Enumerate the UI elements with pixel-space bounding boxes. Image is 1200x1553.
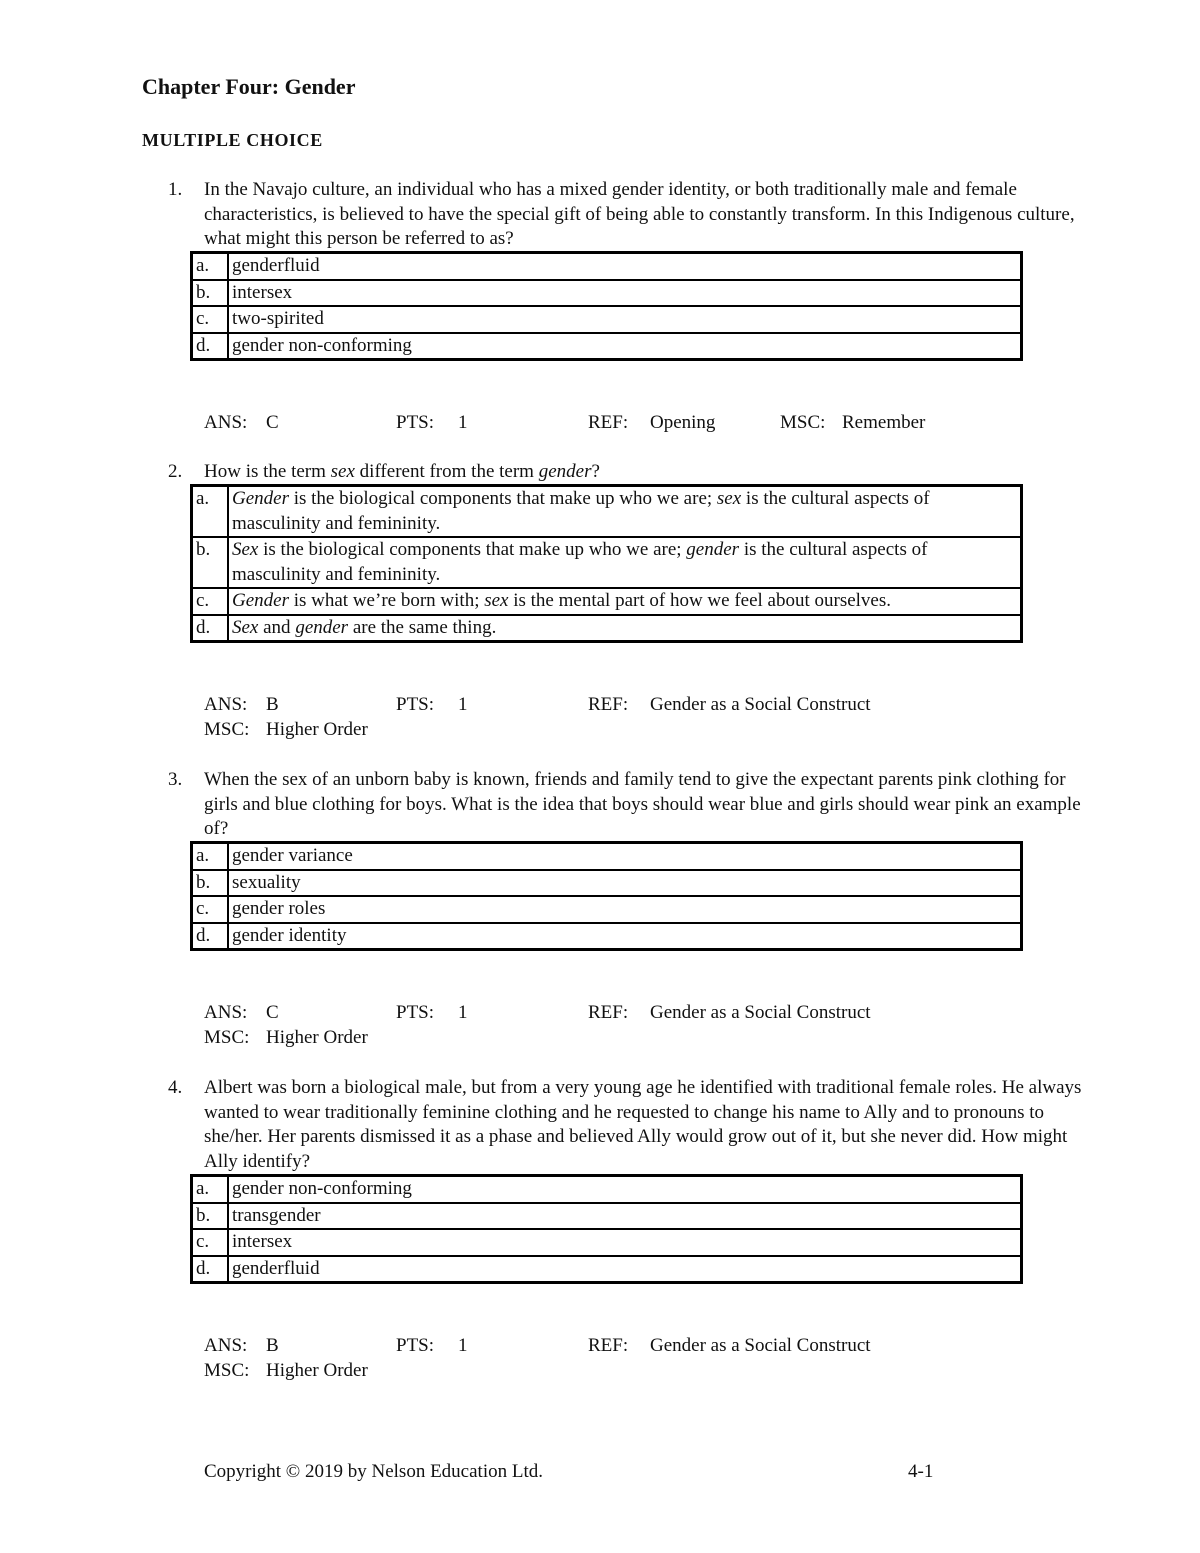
answer-options-table — [190, 484, 1023, 643]
option-text: genderfluid — [228, 253, 1022, 280]
option-row — [192, 588, 1022, 615]
ref-value: Gender as a Social Construct — [650, 694, 871, 715]
option-row — [192, 253, 1022, 280]
ref-label: REF: — [588, 412, 629, 433]
option-text: Sex and gender are the same thing. — [228, 615, 1022, 642]
ref-value: Gender as a Social Construct — [650, 1335, 871, 1356]
answer-metadata-1 — [0, 411, 1200, 463]
msc-label: MSC: — [204, 1360, 250, 1381]
option-text: gender roles — [228, 896, 1022, 923]
option-letter: d. — [192, 333, 229, 360]
section-heading: MULTIPLE CHOICE — [142, 130, 323, 150]
answer-options-table — [190, 1174, 1023, 1284]
option-text: Sex is the biological components that make up who we are; gender is the cultural aspects of masculinity and femininity. — [228, 537, 1022, 588]
option-row — [192, 280, 1022, 307]
question-number: 3. — [168, 769, 183, 790]
option-row — [192, 843, 1022, 870]
msc-label: MSC: — [204, 1027, 250, 1048]
pts-value: 1 — [458, 412, 468, 433]
option-row — [192, 1256, 1022, 1283]
question-number: 1. — [168, 179, 183, 200]
option-text: Gender is what we’re born with; sex is the mental part of how we feel about ourselves. — [228, 588, 1022, 615]
option-letter: c. — [192, 1229, 229, 1256]
pts-value: 1 — [458, 1002, 468, 1023]
question-stem: When the sex of an unborn baby is known, friends and family tend to give the expectant parents pink clothing for girls and blue clothing for boys. What is the idea that boys should wear blue and girls should wear pink an example of? — [204, 769, 1081, 839]
question-stem: Albert was born a biological male, but from a very young age he identified with traditional female roles. He always wanted to wear traditionally feminine clothing and he requested to change his name to Ally and to pronouns to she/her. Her parents dismissed it as a phase and believed Ally would grow out of it, but she never did. How might Ally identify? — [204, 1077, 1082, 1172]
pts-label: PTS: — [396, 412, 435, 433]
answer-options-table — [190, 841, 1023, 951]
option-row — [192, 486, 1022, 538]
option-row — [192, 537, 1022, 588]
question-number: 4. — [168, 1077, 183, 1098]
pts-label: PTS: — [396, 694, 435, 715]
ans-label: ANS: — [204, 1002, 248, 1023]
option-text: gender identity — [228, 923, 1022, 950]
option-row — [192, 333, 1022, 360]
ref-label: REF: — [588, 1002, 629, 1023]
option-text: intersex — [228, 1229, 1022, 1256]
option-letter: a. — [192, 253, 229, 280]
msc-label: MSC: — [780, 412, 826, 433]
option-letter: c. — [192, 588, 229, 615]
option-text: intersex — [228, 280, 1022, 307]
pts-value: 1 — [458, 1335, 468, 1356]
option-row — [192, 1229, 1022, 1256]
ref-label: REF: — [588, 1335, 629, 1356]
option-letter: b. — [192, 1203, 229, 1230]
option-letter: d. — [192, 615, 229, 642]
pts-label: PTS: — [396, 1002, 435, 1023]
msc-label: MSC: — [204, 719, 250, 740]
ans-label: ANS: — [204, 412, 248, 433]
ans-value: B — [266, 1335, 279, 1356]
option-letter: c. — [192, 306, 229, 333]
footer-page-number: 4-1 — [908, 1461, 934, 1482]
option-letter: a. — [192, 843, 229, 870]
option-row — [192, 870, 1022, 897]
option-row — [192, 1176, 1022, 1203]
option-row — [192, 1203, 1022, 1230]
ref-value: Opening — [650, 412, 716, 433]
page-title: Chapter Four: Gender — [142, 74, 356, 99]
pts-value: 1 — [458, 694, 468, 715]
option-row — [192, 923, 1022, 950]
option-letter: b. — [192, 280, 229, 307]
option-row — [192, 896, 1022, 923]
option-text: two-spirited — [228, 306, 1022, 333]
msc-value: Remember — [842, 412, 926, 433]
option-row — [192, 615, 1022, 642]
ref-label: REF: — [588, 694, 629, 715]
footer-copyright: Copyright © 2019 by Nelson Education Ltd. — [204, 1461, 543, 1482]
ans-label: ANS: — [204, 1335, 248, 1356]
option-letter: a. — [192, 1176, 229, 1203]
msc-value: Higher Order — [266, 1360, 368, 1381]
option-letter: c. — [192, 896, 229, 923]
question-stem: How is the term sex different from the term gender? — [204, 461, 600, 482]
msc-value: Higher Order — [266, 1027, 368, 1048]
answer-metadata-4 — [0, 1334, 1200, 1386]
option-text: genderfluid — [228, 1256, 1022, 1283]
answer-metadata-3 — [0, 1001, 1200, 1053]
answer-metadata-2 — [0, 693, 1200, 745]
option-text: sexuality — [228, 870, 1022, 897]
ans-value: C — [266, 412, 279, 433]
option-letter: b. — [192, 537, 229, 588]
ans-value: B — [266, 694, 279, 715]
ans-value: C — [266, 1002, 279, 1023]
option-text: gender non-conforming — [228, 333, 1022, 360]
option-letter: a. — [192, 486, 229, 538]
option-letter: b. — [192, 870, 229, 897]
question-stem: In the Navajo culture, an individual who has a mixed gender identity, or both traditionally male and female characteristics, is believed to have the special gift of being able to constantly transform. In this Indigenous culture, what might this person be referred to as? — [204, 179, 1075, 249]
option-text: transgender — [228, 1203, 1022, 1230]
option-letter: d. — [192, 1256, 229, 1283]
option-text: gender non-conforming — [228, 1176, 1022, 1203]
ref-value: Gender as a Social Construct — [650, 1002, 871, 1023]
option-letter: d. — [192, 923, 229, 950]
msc-value: Higher Order — [266, 719, 368, 740]
pts-label: PTS: — [396, 1335, 435, 1356]
answer-options-table — [190, 251, 1023, 361]
ans-label: ANS: — [204, 694, 248, 715]
question-number: 2. — [168, 461, 183, 482]
option-text: Gender is the biological components that make up who we are; sex is the cultural aspects of masculinity and femininity. — [228, 486, 1022, 538]
option-text: gender variance — [228, 843, 1022, 870]
option-row — [192, 306, 1022, 333]
